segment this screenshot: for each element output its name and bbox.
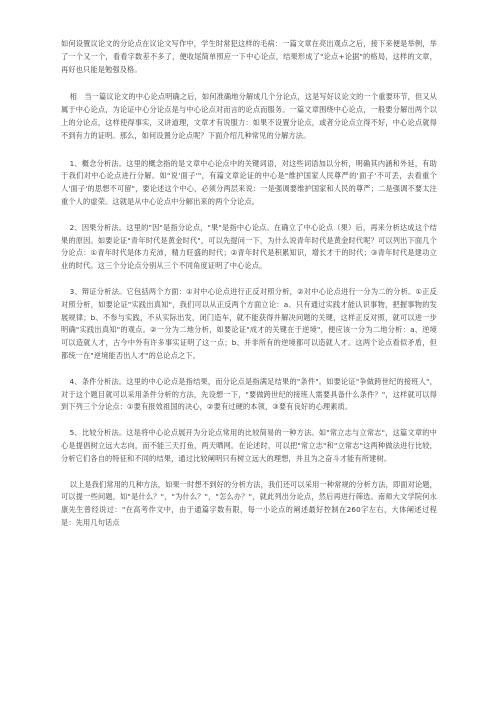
intro-paragraph: 如何设置议论文的分论点在议论文写作中，学生时常犯这样的毛病：一篇文章在亮出观点之后，接下来便是举例，举了一个又一个，看看字数差不多了，便收尾简单照应一下中心论点，结果形成了"论点+论据"的格局，这样的文章，再好也只能是勉强及格。	[61, 39, 437, 74]
document-body	[61, 38, 437, 530]
method-cause-paragraph: 2、因果分析法。这里的"因"是指分论点，"果"是指中心论点。在确立了中心论点（果）后，再来分析达成这个结果的原因。如要论证"青年时代是黄金时代"，可以先提问一下，为什么说青年时代是黄金时代呢？可以列出下面几个分论点：①青年时代是体力充沛，精力旺盛的时代；②青年时代是积累知识，增长才干的时代；③青年时代是建功立业的时代。这三个分论点分别从三个不同角度证明了中心论点。	[61, 222, 437, 271]
method-condition-paragraph: 4、条件分析法。这里的中心论点是指结果，而分论点是指满足结果的"条件"。如要论证"争做跨世纪的接班人"，对于这个题目就可以采用条件分析的方法，先设想一下，"要做跨世纪的接班人需要具备什么条件？"，这样就可以得到下列三个分论点：①要有报效祖国的决心，②要有过硬的本领，③要有良好的心理素质。	[61, 376, 437, 412]
method-concept-paragraph: 1、概念分析法。这里的概念指的是文章中心论点中的关键词语，对这些词语加以分析，明确其内涵和外延，有助于我们对中心论点进行分解。如"说'面子'"，有篇文章论证的中心是"维护国家人民尊严的'面子'不可丢，去看重个人'面子'的思想不可留"，要论述这个中心，必须分两层来说：一是强调要维护国家和人民的尊严；二是强调不要太注重个人的虚荣。这就是从中心论点中分解出来的两个分论点。	[61, 158, 437, 206]
overview-paragraph: 相 当一篇议论文的中心论点明确之后，如何准确地分解成几个分论点，这是写好议论文的一个重要环节，但又从属于中心论点，为论证中心分论点是与中心论点对而言的论点而服务。一篇文章围绕中心论点，一般要分解出两个以上的分论点，这样使得事实，又讲道理，文章才有说服力：如果不设置分论点，或者分论点立得不好，中心论点就得不到有力的证明。那么，如何设置分论点呢？下面介绍几种常见的分解方法。	[61, 92, 437, 140]
summary-paragraph: 以上是我们常用的几种方法，如果一时想不到好的分析方法，我们还可以采用一种常规的分析方法，即面对论题，可以提一些问题，如"是什么？"，"为什么？"，"怎么办？"，就此列出分论点，然后再进行筛选。南师大文学院何永康先生曾经说过："在高考作文中，由于通篇字数有限，每一小论点的阐述最好控制在260字左右，大体阐述过程是：先用几句话点	[61, 479, 437, 527]
method-dialectic-paragraph: 3、辩证分析法。它包括两个方面：①对中心论点进行正反对照分析，②对中心论点进行一分为二的分析。①正反对照分析，如要论证"实践出真知"，我们可以从正反两个方面立论：a、只有通过实践才能认识事物，把握事物的发展规律；b、不参与实践，不从实际出发，闭门造车，就不能获得并解决问题的关键，这样正反对照，就可以进一步明确"实践出真知"的观点。②一分为二地分析，如要论证"成才的关键在于逆境"，便应该一分为二地分析：a、逆境可以造就人才，古今中外有许多事实证明了这一点；b、并非所有的逆境都可以造就人才。这两个论点看似矛盾，但都统一在"逆境能否出人才"的总论点之下。	[61, 286, 437, 360]
method-comparison-paragraph: 5、比较分析法。这是将中心论点展开为分论点常用的比较简易的一种方法。如"常立志与立常志"，这篇文章的中心是提倡树立远大志向，而不能三天打鱼，两天晒网。在论述时，可以把"常立志"和"立常志"这两种做法进行比较，分析它们各自的特征和不同的结果，通过比较阐明只有树立远大的理想，并且为之奋斗才能有所建树。	[61, 428, 437, 463]
